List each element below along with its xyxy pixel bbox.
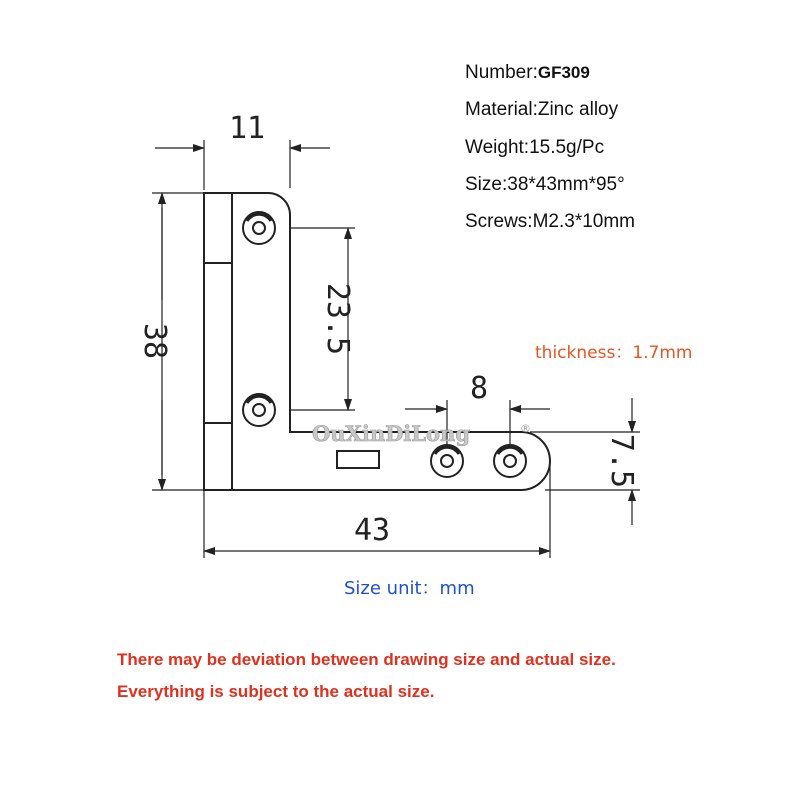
dim-8-label: 8 bbox=[469, 371, 489, 406]
thickness-note bbox=[535, 338, 692, 363]
screw-hole-top bbox=[243, 212, 275, 244]
spec-size-label: Size: bbox=[465, 174, 508, 195]
spec-number bbox=[465, 62, 590, 84]
deviation-note: There may be deviation between drawing size and actual size. bbox=[117, 650, 616, 669]
spec-material bbox=[465, 99, 618, 121]
dim-43-label: 43 bbox=[353, 513, 391, 548]
spec-material-label: Material: bbox=[465, 99, 538, 120]
spec-weight bbox=[465, 137, 604, 159]
size-unit-note: Size unit：mm bbox=[344, 578, 475, 599]
spec-weight-label: Weight: bbox=[465, 137, 530, 158]
screw-hole-arm-1 bbox=[431, 445, 463, 477]
spec-screws bbox=[465, 211, 635, 233]
dim-11-label: 11 bbox=[228, 111, 266, 146]
screw-hole-middle bbox=[243, 394, 275, 426]
spec-material-value: Zinc alloy bbox=[537, 99, 619, 120]
spec-screws-value: M2.3*10mm bbox=[532, 211, 635, 232]
spec-size-value: 38*43mm*95° bbox=[507, 174, 625, 195]
dim-7-5-label: 7.5 bbox=[604, 433, 639, 489]
dim-23-5-label: 23.5 bbox=[320, 282, 355, 356]
slot-hole bbox=[337, 451, 379, 468]
spec-screws-label: Screws: bbox=[465, 211, 533, 232]
thickness-label: thickness： bbox=[535, 343, 633, 363]
watermark: OuXinDiLong bbox=[312, 421, 471, 446]
spec-weight-value: 15.5g/Pc bbox=[529, 137, 605, 158]
registered-mark: ® bbox=[520, 422, 531, 435]
actual-size-note: Everything is subject to the actual size. bbox=[117, 682, 435, 701]
spec-size bbox=[465, 174, 625, 196]
spec-number-label: Number: bbox=[465, 62, 538, 83]
thickness-value: 1.7mm bbox=[632, 343, 693, 363]
dim-38-label: 38 bbox=[137, 322, 172, 360]
spec-number-value: GF309 bbox=[537, 63, 590, 82]
screw-hole-arm-2 bbox=[494, 445, 526, 477]
